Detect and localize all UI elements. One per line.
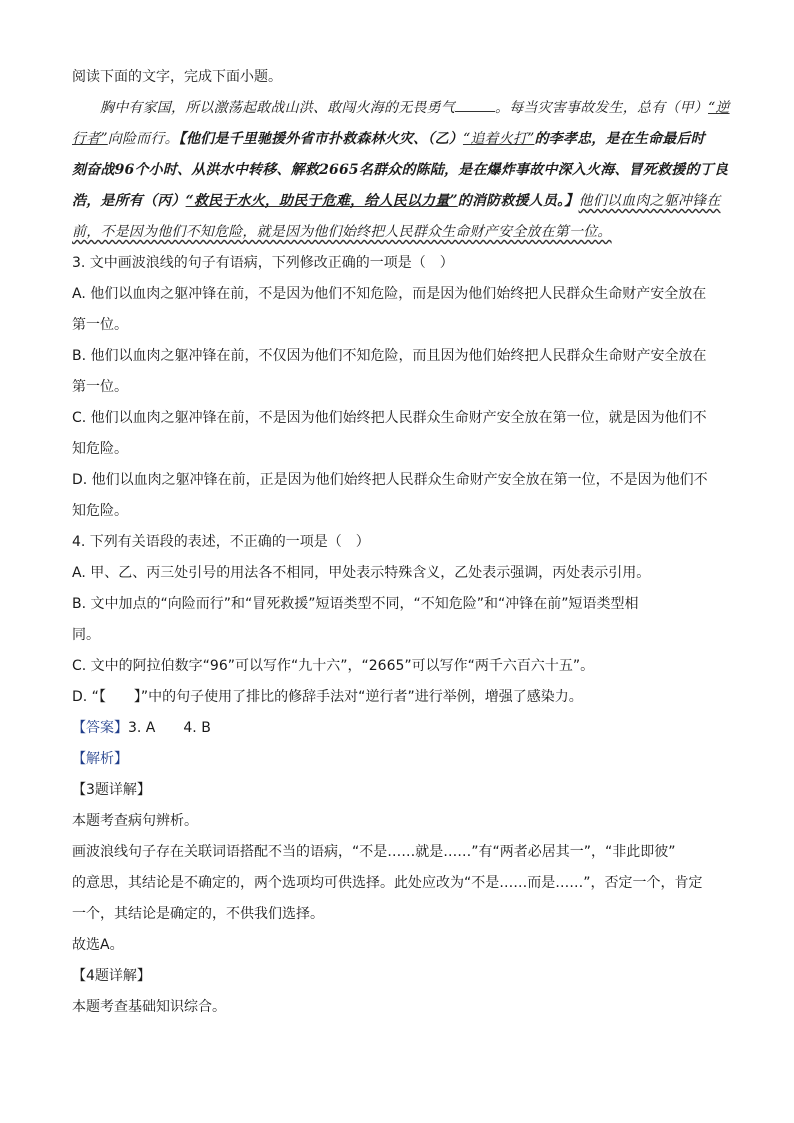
bracket-sentence: 刻奋战96个小时、从洪水中转移、解救2665名群众的陈陆，是在爆炸事故中深入火海、冒死救援的丁良 <box>72 162 729 178</box>
option-3a: A. 他们以血肉之躯冲锋在前，不是因为他们不知危险，而是因为他们始终把人民群众生命财产安全放在 <box>72 286 707 302</box>
passage-line-1 <box>72 93 730 124</box>
option-4a: A. 甲、乙、丙三处引号的用法各不相同，甲处表示特殊含义，乙处表示强调，丙处表示引用。 <box>72 565 651 581</box>
detail-3-label: 【3题详解】 <box>72 782 151 798</box>
intro-text: 阅读下面的文字，完成下面小题。 <box>72 69 282 85</box>
detail-3-p1: 本题考查病句辨析。 <box>72 813 198 829</box>
question-4-stem: 4. 下列有关语段的表述，不正确的一项是（ ） <box>72 534 370 550</box>
passage-line-2 <box>72 124 724 155</box>
answer-line <box>72 713 724 744</box>
quote-jia: “逆 <box>708 100 730 116</box>
bracket-sentence: 的李孝忠，是在生命最后时 <box>534 131 705 147</box>
option-4d: D. “【 】”中的句子使用了排比的修辞手法对“逆行者”进行举例，增强了感染力。 <box>72 689 583 705</box>
passage-text: 向险而行。 <box>107 131 179 147</box>
option-3c: C. 他们以血肉之躯冲锋在前，不是因为他们始终把人民群众生命财产安全放在第一位，就是因为他们不 <box>72 410 707 426</box>
bracket-sentence: 的消防救援人员。 <box>457 193 565 209</box>
question-3-stem: 3. 文中画波浪线的句子有语病，下列修改正确的一项是（ ） <box>72 255 454 271</box>
option-3d-cont: 知危险。 <box>72 503 128 519</box>
bracket-close: 】 <box>564 193 579 209</box>
document-page <box>72 62 730 1023</box>
option-4c: C. 文中的阿拉伯数字“96”可以写作“九十六”，“2665”可以写作“两千六百六十五”。 <box>72 658 595 674</box>
passage-text: 。每当灾害事故发生，总有（甲） <box>495 100 708 116</box>
quote-bing: “救民于水火，助民于危难，给人民以力量” <box>185 193 458 209</box>
passage-text: 胸中有家国，所以激荡起敢战山洪、敢闯火海的无畏勇气 <box>100 100 455 116</box>
option-4b: B. 文中加点的“向险而行”和“冒死救援”短语类型不同，“不知危险”和“冲锋在前”短语类型相 <box>72 596 639 612</box>
fill-blank <box>455 99 495 112</box>
option-3c-cont: 知危险。 <box>72 441 128 457</box>
wavy-sentence: 他们以血肉之躯冲锋在 <box>578 193 721 209</box>
passage-line-5 <box>72 217 724 248</box>
quote-jia-end: 行者” <box>72 131 108 147</box>
option-3b: B. 他们以血肉之躯冲锋在前，不仅因为他们不知危险，而且因为他们始终把人民群众生命财产安全放在 <box>72 348 707 364</box>
option-3b-cont: 第一位。 <box>72 379 128 395</box>
bracket-sentence: 【他们是千里驰援外省市扑救森林火灾、（乙） <box>178 131 463 147</box>
question-4 <box>72 527 724 713</box>
option-4b-cont: 同。 <box>72 627 100 643</box>
detail-3-p3: 故选A。 <box>72 937 124 953</box>
detail-3-p2b: 的意思，其结论是不确定的，两个选项均可供选择。此处应改为“不是……而是……”，否定一个，肯定 <box>72 875 703 891</box>
detail-3-p2c: 一个，其结论是确定的，不供我们选择。 <box>72 906 324 922</box>
reading-passage <box>72 93 730 248</box>
analysis-label: 【解析】 <box>72 751 128 767</box>
option-3a-cont: 第一位。 <box>72 317 128 333</box>
passage-line-4 <box>72 186 724 217</box>
detail-4-p1: 本题考查基础知识综合。 <box>72 999 226 1015</box>
passage-line-3 <box>72 155 729 186</box>
wavy-sentence: 前，不是因为他们不知危险，就是因为他们始终把人民群众生命财产安全放在第一位。 <box>72 224 612 240</box>
option-3d: D. 他们以血肉之躯冲锋在前，正是因为他们始终把人民群众生命财产安全放在第一位，不是因为他们不 <box>72 472 708 488</box>
bracket-sentence: 浩，是所有（丙） <box>72 193 186 209</box>
answer-label: 【答案】 <box>72 720 128 736</box>
detail-4-label: 【4题详解】 <box>72 968 151 984</box>
detail-3-p2a: 画波浪线句子存在关联词语搭配不当的语病，“不是……就是……”有“两者必居其一”，“非此即彼” <box>72 844 676 860</box>
quote-yi: “追着火打” <box>462 131 535 147</box>
question-3 <box>72 248 724 527</box>
answer-text: 3. A 4. B <box>128 720 211 736</box>
